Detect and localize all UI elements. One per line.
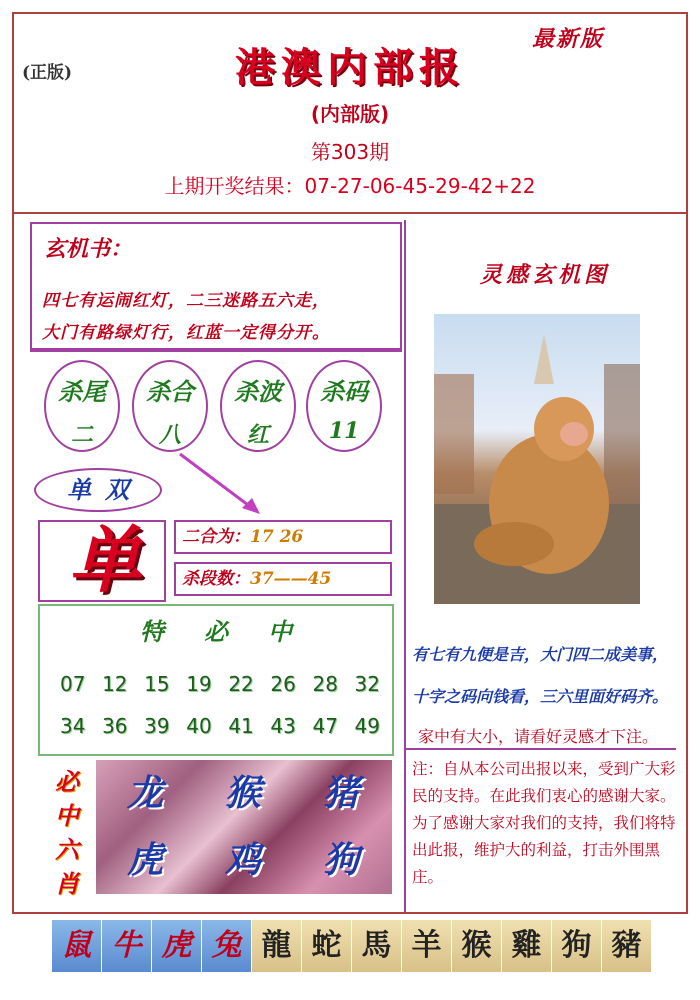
zodiac-tile: 馬 (352, 920, 402, 972)
number: 07 (60, 672, 86, 696)
zodiac-label-char: 六 (55, 835, 79, 864)
zodiac-cell: 鸡 (224, 839, 261, 881)
erhe-label: 二合为： (182, 527, 250, 547)
zodiac-tile: 龍 (252, 920, 302, 972)
pick-label: 杀尾 (58, 377, 106, 406)
erhe-value: 17 26 (250, 527, 304, 547)
number: 26 (270, 672, 296, 696)
pick-value: 二 (70, 422, 93, 448)
inspiration-title: 灵感玄机图 (479, 262, 610, 288)
issue-number: 第303期 (310, 140, 390, 164)
number: 22 (228, 672, 254, 696)
pick-label: 杀波 (234, 377, 282, 406)
number: 41 (228, 714, 254, 738)
number: 47 (312, 714, 338, 738)
number: 28 (312, 672, 338, 696)
arrow-icon (170, 446, 270, 520)
pick-label: 杀码 (320, 377, 368, 406)
danshuang-oval: 单双 (34, 468, 162, 512)
xuanji-title: 玄机书： (44, 236, 133, 262)
page-title: 港澳内部报 (235, 44, 465, 91)
zodiac-tile: 鼠 (52, 920, 102, 972)
number: 36 (102, 714, 128, 738)
number: 39 (144, 714, 170, 738)
number: 34 (60, 714, 86, 738)
zodiac-tile: 虎 (152, 920, 202, 972)
zodiac-tile: 猴 (452, 920, 502, 972)
number: 19 (186, 672, 212, 696)
column-divider (404, 220, 406, 912)
number: 40 (186, 714, 212, 738)
dan-character: 单 (68, 517, 141, 602)
pick-oval-sum (132, 360, 208, 452)
pick-label: 杀合 (146, 377, 194, 406)
zodiac-label-char: 必 (55, 767, 79, 796)
monkey-illustration (434, 314, 640, 604)
verse-line: 有七有九便是吉，大门四二成美事， (412, 645, 669, 664)
notice-divider (406, 748, 676, 750)
xuanji-divider (30, 350, 402, 352)
number: 32 (354, 672, 380, 696)
page-subtitle: (内部版) (310, 102, 390, 126)
pick-oval-wave (220, 360, 296, 452)
xuanji-line: 四七有运闹红灯，二三迷路五六走， (42, 291, 330, 311)
shaduan-label: 杀段数： (182, 569, 250, 589)
number: 15 (144, 672, 170, 696)
zodiac-tile: 狗 (552, 920, 602, 972)
pick-value: 八 (158, 422, 181, 448)
zodiac-bar (52, 920, 652, 972)
te-title: 特必中 (140, 617, 332, 646)
zodiac-tile: 羊 (402, 920, 452, 972)
number-row (60, 672, 380, 696)
xuanji-line: 大门有路绿灯行，红蓝一定得分开。 (42, 323, 330, 343)
pick-value: 红 (246, 422, 269, 448)
notice-text: 注：自从本公司出报以来，受到广大彩民的支持。在此我们衷心的感谢大家。为了感谢大家对我们的支持，我们将特出此报，维护大的利益，打击外围黑庄。 (412, 760, 676, 886)
pick-oval-tail (44, 360, 120, 452)
edition-label: (正版) (22, 63, 73, 83)
zodiac-cell: 虎 (126, 839, 163, 881)
shaduan-box (174, 562, 392, 596)
shaduan-value: 37——45 (250, 569, 332, 589)
zodiac-tile: 蛇 (302, 920, 352, 972)
latest-label: 最新版 (532, 26, 605, 52)
zodiac-photo-grid (96, 760, 392, 894)
number: 12 (102, 672, 128, 696)
zodiac-cell: 猪 (322, 772, 359, 814)
verse-line: 十字之码向钱看，三六里面好码齐。 (412, 687, 669, 706)
zodiac-label-char: 肖 (55, 869, 79, 898)
zodiac-cell: 狗 (322, 839, 359, 881)
zodiac-cell: 龙 (126, 772, 163, 814)
pick-oval-number (306, 360, 382, 452)
erhe-box (174, 520, 392, 554)
zodiac-tile: 豬 (602, 920, 652, 972)
zodiac-tile: 兔 (202, 920, 252, 972)
inspiration-note: 家中有大小，请看好灵感才下注。 (418, 727, 659, 746)
zodiac-tile: 牛 (102, 920, 152, 972)
number: 43 (270, 714, 296, 738)
pick-value: 11 (328, 418, 360, 444)
number-row (60, 714, 380, 738)
zodiac-label-char: 中 (55, 801, 79, 830)
monkey-image (434, 314, 640, 604)
zodiac-cell: 猴 (224, 772, 261, 814)
zodiac-tile: 雞 (502, 920, 552, 972)
last-result: 上期开奖结果：07-27-06-45-29-42+22 (164, 174, 536, 198)
number: 49 (354, 714, 380, 738)
